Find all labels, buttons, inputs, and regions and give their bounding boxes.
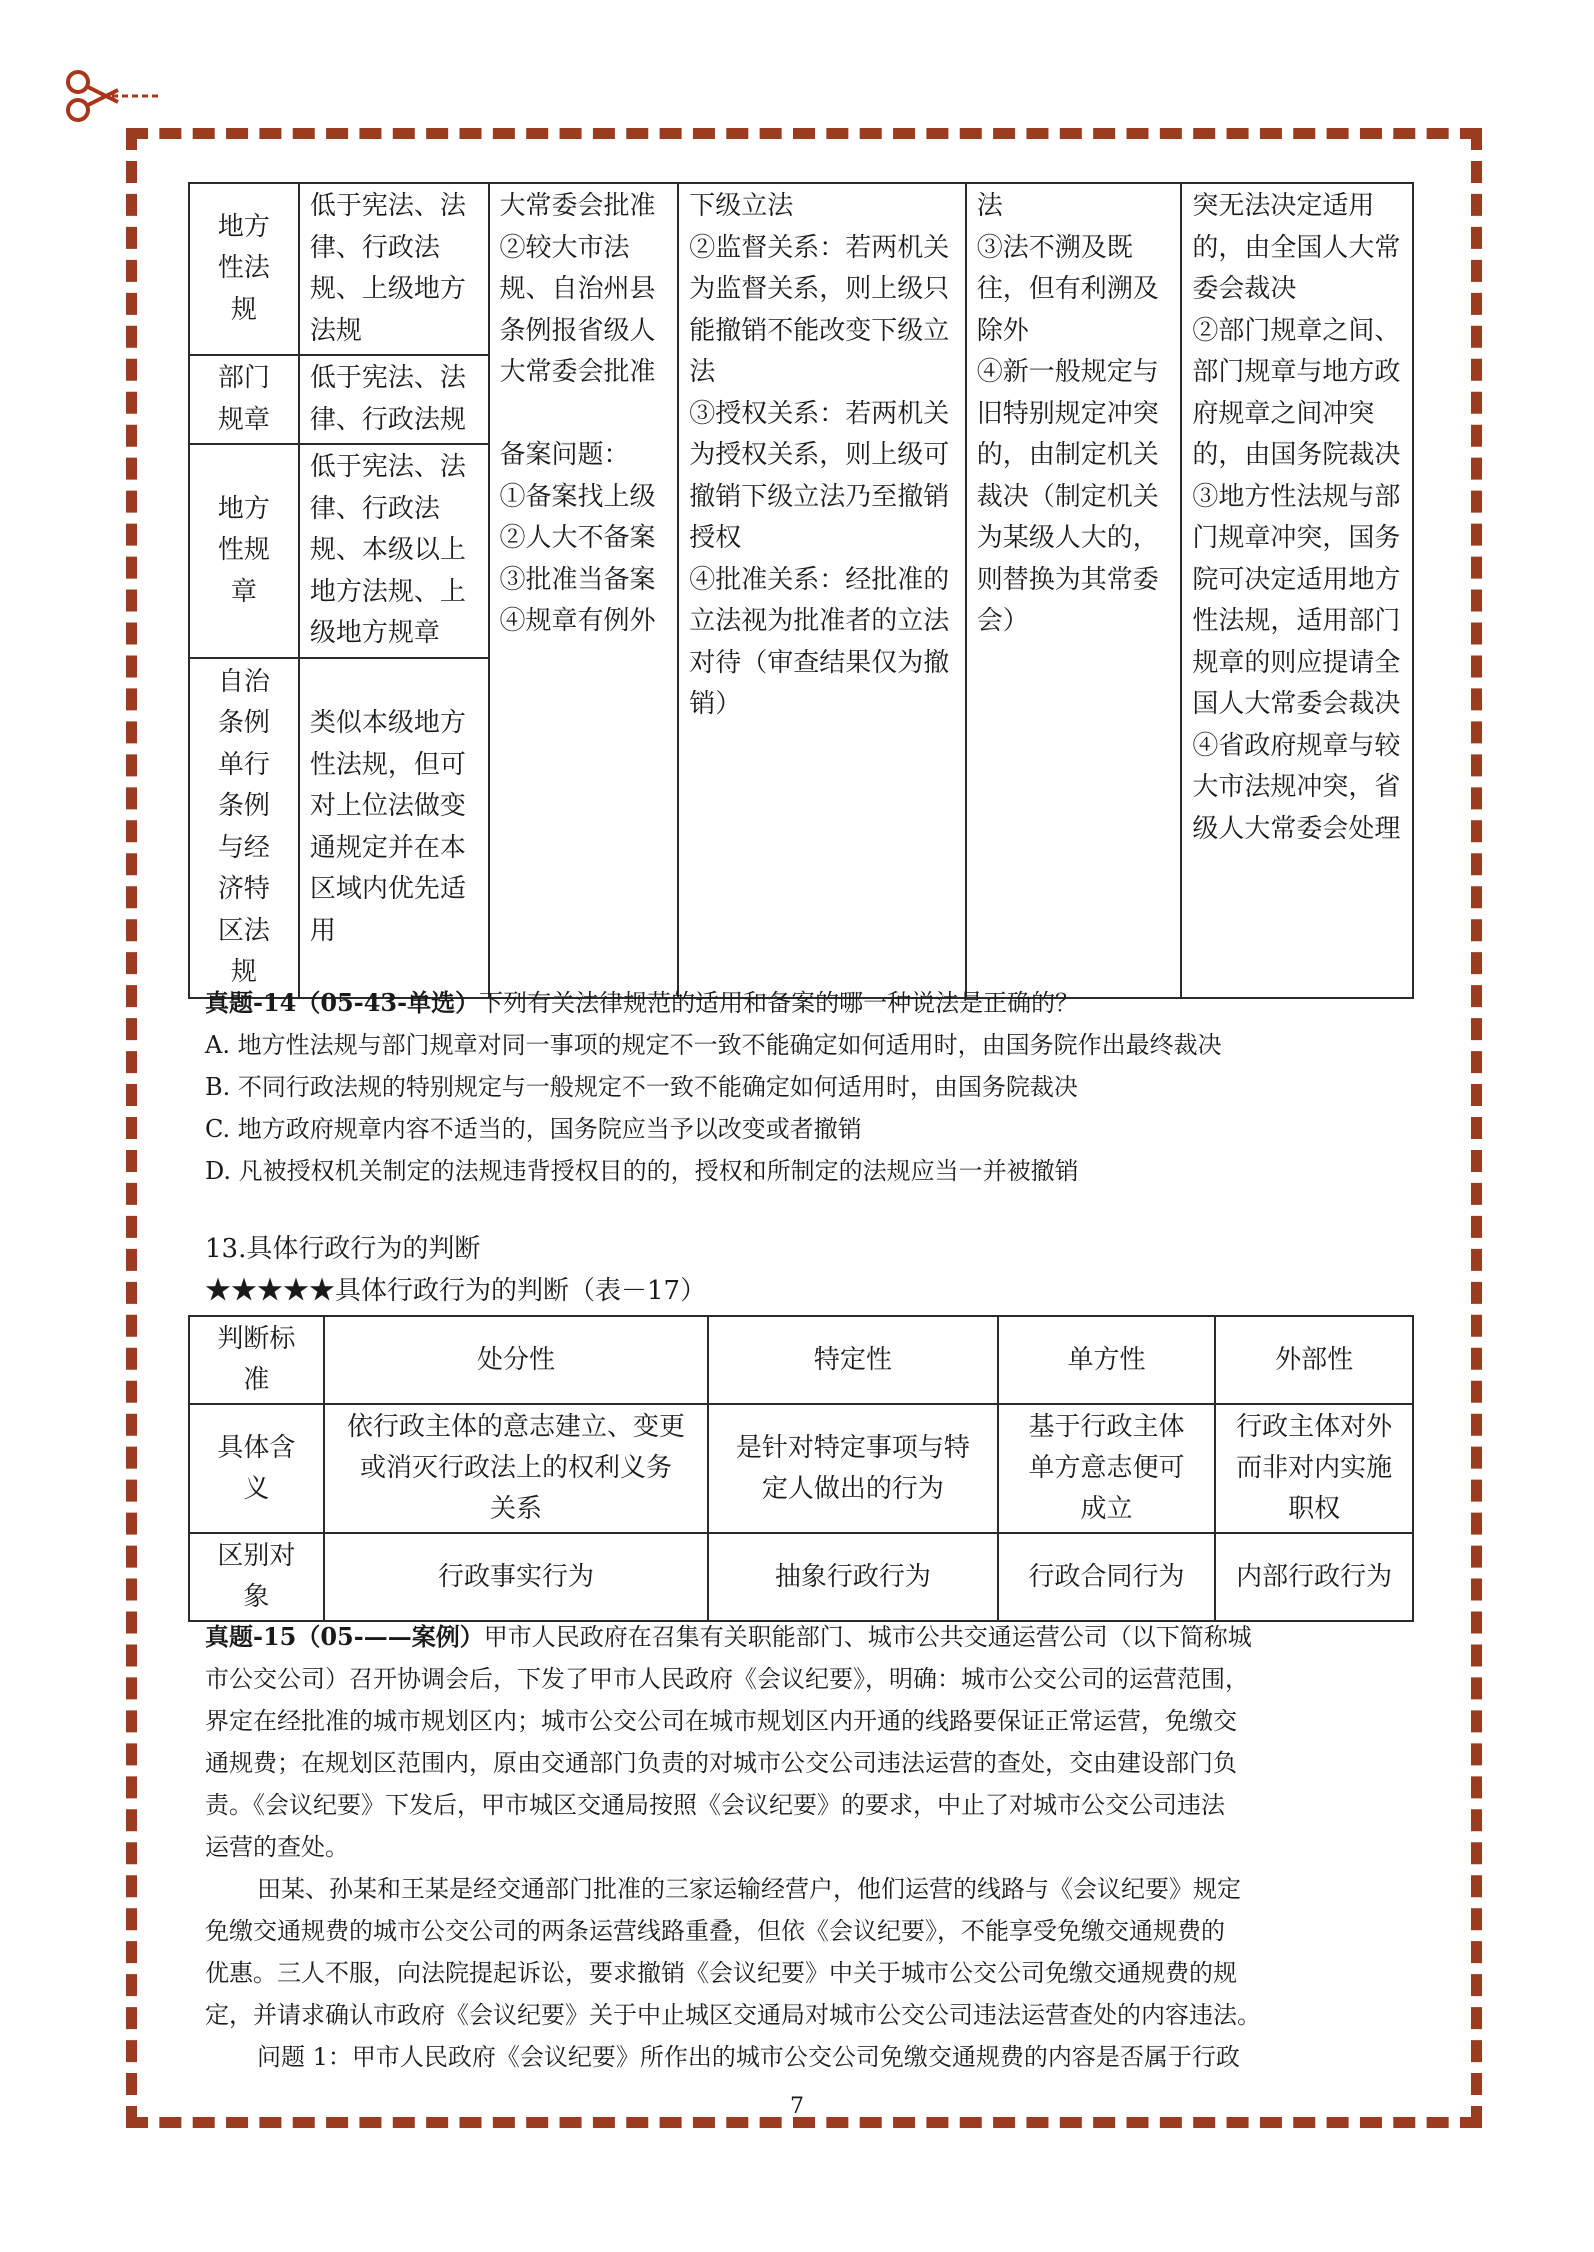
row-label-autonomous-regulations: 自治 条例 单行 条例 与经 济特 区法 规 xyxy=(189,658,299,998)
question-stem: 下列有关法律规范的适用和备案的哪一种说法是正确的？ xyxy=(479,989,1080,1017)
row-label-local-regulations: 地方 性法 规 xyxy=(189,183,299,355)
header-specificity: 特定性 xyxy=(708,1316,997,1404)
question-tag: 真题-15（05-——案例） xyxy=(205,1622,484,1651)
retroactivity-cell: 法 ③法不溯及既往，但有利溯及除外 ④新一般规定与旧特别规定冲突的，由制定机关裁决（制定机关为某级人大的，则替换为其常委会） xyxy=(966,183,1182,998)
case-line: 界定在经批准的城市规划区内；城市公交公司在城市规划区内开通的线路要保证正常运营，免缴交 xyxy=(205,1707,1237,1735)
option-d: D. 凡被授权机关制定的法规违背授权目的的，授权和所制定的法规应当一并被撤销 xyxy=(205,1157,1079,1185)
section-heading: 13.具体行政行为的判断 xyxy=(205,1234,481,1264)
page-number: 7 xyxy=(790,2094,804,2119)
case-line: 运营的查处。 xyxy=(205,1833,349,1861)
option-a: A. 地方性法规与部门规章对同一事项的规定不一致不能确定如何适用时，由国务院作出最终裁决 xyxy=(205,1031,1222,1059)
row-label-local-rules: 地方 性规 章 xyxy=(189,444,299,658)
table-cell: 是针对特定事项与特 定人做出的行为 xyxy=(708,1404,997,1533)
case-line: 责。《会议纪要》下发后，甲市城区交通局按照《会议纪要》的要求，中止了对城市公交公司违法 xyxy=(205,1791,1225,1819)
table-cell: 内部行政行为 xyxy=(1215,1533,1413,1621)
supervision-relations-cell: 下级立法 ②监督关系：若两机关为监督关系，则上级只能撤销不能改变下级立法 ③授权关系：若两机关为授权关系，则上级可撤销下级立法乃至撤销授权 ④批准关系：经批准的立法视为批准者的立法对待（审查结果仅为撤销） xyxy=(678,183,965,998)
question-15 xyxy=(205,1616,1405,2078)
row-desc-autonomous-regulations: 类似本级地方性法规，但可对上位法做变通规定并在本区域内优先适用 xyxy=(299,658,489,998)
case-line: 通规费；在规划区范围内，原由交通部门负责的对城市公交公司违法运营的查处，交由建设部门负 xyxy=(205,1749,1237,1777)
table-cell: 基于行政主体 单方意志便可 成立 xyxy=(998,1404,1216,1533)
question-tag: 真题-14（05-43-单选） xyxy=(205,988,480,1017)
case-line: 定，并请求确认市政府《会议纪要》关于中止城区交通局对城市公交公司违法运营查处的内容违法。 xyxy=(205,2001,1261,2029)
table-cell: 区别对 象 xyxy=(189,1533,324,1621)
case-question-1: 问题 1：甲市人民政府《会议纪要》所作出的城市公交公司免缴交通规费的内容是否属于行政 xyxy=(257,2043,1240,2071)
conflict-ruling-cell: 突无法决定适用的，由全国人大常委会裁决 ②部门规章之间、部门规章与地方政府规章之间冲突的，由国务院裁决③地方性法规与部门规章冲突，国务院可决定适用地方性法规，适用部门规章的则应提请全国人大常委会裁决 ④省政府规章与较大市法规冲突，省级人大常委会处理 xyxy=(1181,183,1413,998)
administrative-act-table xyxy=(188,1315,1414,1622)
option-c: C. 地方政府规章内容不适当的，国务院应当予以改变或者撤销 xyxy=(205,1115,862,1143)
scissors-icon xyxy=(62,66,162,126)
table-cell: 行政合同行为 xyxy=(998,1533,1216,1621)
header-disposition: 处分性 xyxy=(324,1316,708,1404)
row-desc-local-rules: 低于宪法、法律、行政法规、本级以上地方法规、上级地方规章 xyxy=(299,444,489,658)
case-line: 甲市人民政府在召集有关职能部门、城市公共交通运营公司（以下简称城 xyxy=(483,1623,1252,1651)
header-external: 外部性 xyxy=(1215,1316,1413,1404)
case-line: 优惠。三人不服，向法院提起诉讼，要求撤销《会议纪要》中关于城市公交公司免缴交通规费的规 xyxy=(205,1959,1237,1987)
case-line: 市公交公司）召开协调会后，下发了甲市人民政府《会议纪要》，明确：城市公交公司的运营范围， xyxy=(205,1665,1249,1693)
row-label-department-rules: 部门 规章 xyxy=(189,355,299,444)
table-caption: ★★★★★具体行政行为的判断（表－17） xyxy=(205,1276,707,1306)
table-cell: 行政事实行为 xyxy=(324,1533,708,1621)
option-b: B. 不同行政法规的特别规定与一般规定不一致不能确定如何适用时，由国务院裁决 xyxy=(205,1073,1078,1101)
table-cell: 具体含 义 xyxy=(189,1404,324,1533)
question-14 xyxy=(205,982,1405,1192)
table-cell: 依行政主体的意志建立、变更 或消灭行政法上的权利义务 关系 xyxy=(324,1404,708,1533)
legal-norms-table xyxy=(188,182,1414,999)
row-desc-local-regulations: 低于宪法、法律、行政法规、上级地方法规 xyxy=(299,183,489,355)
header-unilateral: 单方性 xyxy=(998,1316,1216,1404)
row-desc-department-rules: 低于宪法、法律、行政法规 xyxy=(299,355,489,444)
case-line: 田某、孙某和王某是经交通部门批准的三家运输经营户，他们运营的线路与《会议纪要》规定 xyxy=(257,1875,1241,1903)
table-cell: 抽象行政行为 xyxy=(708,1533,997,1621)
header-criterion: 判断标 准 xyxy=(189,1316,324,1404)
section-13 xyxy=(205,1228,1405,1312)
case-line: 免缴交通规费的城市公交公司的两条运营线路重叠，但依《会议纪要》，不能享受免缴交通规费的 xyxy=(205,1917,1225,1945)
approval-filing-cell: 大常委会批准 ②较大市法规、自治州县条例报省级人大常委会批准 备案问题： ①备案找上级 ②人大不备案 ③批准当备案 ④规章有例外 xyxy=(489,183,679,998)
table-cell: 行政主体对外 而非对内实施 职权 xyxy=(1215,1404,1413,1533)
